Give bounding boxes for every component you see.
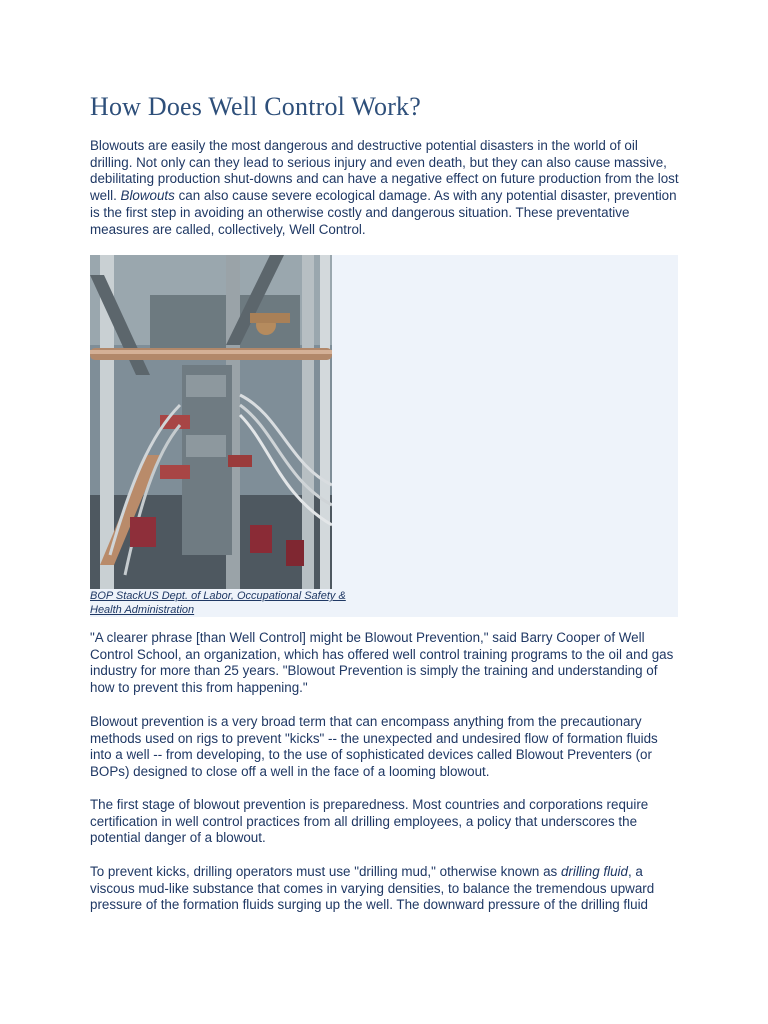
mud-emphasis: drilling fluid	[560, 864, 628, 879]
bop-stack-image	[90, 255, 332, 589]
mud-text-2: , a viscous mud-like substance that comes in varying densities, to balance the tremendous upward pressure of the formation fluids surging up the well. The downward pressure of the drilling fluid	[90, 864, 655, 913]
intro-text-1: Blowouts are easily the most dangerous and destructive potential disasters in the world of oil drilling. Not only can they lead to serious injury and even death, but they can also cause massive, debilitating production shut-downs and can have a negative effect on future production from the lost well.	[90, 138, 679, 204]
paragraph-preparedness: The first stage of blowout prevention is preparedness. Most countries and corporations require certification in well control practices from all drilling employees, a policy that underscores the potential danger of a blowout.	[90, 797, 649, 846]
intro-text-2: can also cause severe ecological damage. As with any potential disaster, prevention is the first step in avoiding an otherwise costly and dangerous situation. These preventative measures are called, collectively, Well Control.	[90, 188, 677, 237]
intro-paragraph	[90, 138, 680, 238]
figure-caption[interactable]: BOP StackUS Dept. of Labor, Occupational Safety & Health Administration	[90, 590, 346, 616]
paragraph-drilling-mud	[90, 864, 680, 914]
mud-text-1: To prevent kicks, drilling operators must use "drilling mud," otherwise known as	[90, 864, 561, 879]
intro-emphasis: Blowouts	[120, 188, 175, 204]
paragraph-quote: "A clearer phrase [than Well Control] might be Blowout Prevention," said Barry Cooper of Well Control School, an organization, which has offered well control training programs to the oil and gas industry for more than 25 years. "Blowout Prevention is simply the training and understanding of how to prevent this from happening."	[90, 630, 674, 696]
paragraph-blowout-prevention: Blowout prevention is a very broad term that can encompass anything from the precautionary methods used on rigs to prevent "kicks" -- the unexpected and undesired flow of formation fluids into a well -- from developing, to the use of sophisticated devices called Blowout Preventers (or BOPs) designed to close off a well in the face of a looming blowout.	[90, 714, 658, 780]
bop-stack-photo	[90, 255, 332, 589]
figure-container	[90, 255, 678, 617]
article-title: How Does Well Control Work?	[90, 92, 421, 121]
